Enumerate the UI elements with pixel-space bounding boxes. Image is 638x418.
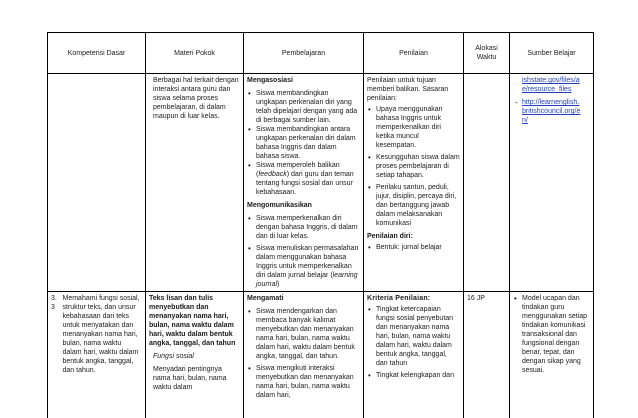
table-row — [48, 74, 594, 292]
list-item: • Tingkat ketercapaian fungsi sosial penyebutan dan menanyakan nama hari, bulan, nama waktu dalam hari, waktu dalam bentuk angka, tanggal, dan tahun — [376, 305, 460, 368]
mengasosiasi-list — [247, 89, 360, 197]
row1-kompetensi-cell — [48, 74, 146, 292]
list-item: • Perilaku santun, peduli, jujur, disiplin, percaya diri, dan bertanggung jawab dalam melaksanakan komunikasi — [376, 183, 460, 228]
row2-sumber-list — [513, 294, 590, 375]
header-row — [48, 33, 594, 74]
list-item: • Tingkat kelengkapan dan — [376, 371, 460, 380]
row1-materi-cell — [146, 74, 244, 292]
list-item: • Siswa membandingkan ungkapan perkenalan diri yang telah dipelajari dengan yang ada di berbagai sumber lain. — [256, 89, 360, 125]
mengasosiasi-title: Mengasosiasi — [247, 77, 293, 84]
table-row — [48, 292, 594, 418]
fungsi-sosial-title: Fungsi sosial — [153, 353, 194, 360]
sumber-link-line2[interactable]: e/resource_files — [522, 86, 572, 93]
sumber-link-line1[interactable]: ishstate.gov/files/a — [522, 77, 580, 84]
header-kompetensi-dasar: Kompetensi Dasar — [48, 33, 146, 74]
kriteria-title: Kriteria Penilaian: — [367, 295, 431, 302]
header-pembelajaran: Pembelajaran — [244, 33, 364, 74]
kriteria-list — [367, 305, 460, 380]
sumber-link-partial[interactable] — [513, 76, 590, 94]
fungsi-sosial-text: Menyadari pentingnya nama hari, bulan, nama waktu dalam — [153, 366, 227, 391]
learnenglish-link-line1[interactable]: http://learnenglish. — [522, 99, 580, 106]
list-item: • Kesungguhan siswa dalam proses pembelajaran di setiap tahapan. — [376, 153, 460, 180]
list-item: • Siswa mendengarkan dan membaca banyak kalimat menyebutkan dan menanyakan nama hari, bulan, nama waktu dalam hari, waktu dalam bentuk angka, tanggal, dan tahun. — [256, 307, 360, 361]
penilaian-intro: Penilaian untuk tujuan memberi balikan. Sasaran penilaian: — [367, 77, 449, 102]
list-item[interactable] — [522, 98, 590, 125]
row2-kd-text: Memahami fungsi sosial, struktur teks, dan unsur kebahasaan dari teks untuk menyatakan dan menanyakan nama hari, bulan, nama waktu dalam hari, waktu dalam bentuk angka, tanggal, dan tahun. — [60, 292, 146, 418]
row2-pembelajaran-cell — [244, 292, 364, 418]
mengomunikasikan-list — [247, 214, 360, 289]
list-item — [256, 244, 360, 289]
row2-penilaian-cell — [364, 292, 464, 418]
header-alokasi-waktu: Alokasi Waktu — [464, 33, 510, 74]
header-materi-pokok: Materi Pokok — [146, 33, 244, 74]
row1-materi-text: Berbagai hal terkait dengan interaksi antara guru dan siswa selama proses pembelajaran, di dalam maupun di luar kelas. — [153, 77, 239, 120]
row1-penilaian-cell — [364, 74, 464, 292]
row2-sumber-cell — [510, 292, 594, 418]
list-item: • Bentuk: jurnal belajar — [376, 243, 460, 252]
list-item: • Siswa memperkenalkan diri dengan bahasa Inggris, di dalam dan di luar kelas. — [256, 214, 360, 241]
row2-materi-cell — [146, 292, 244, 418]
row2-alokasi-cell: 16 JP — [464, 292, 510, 418]
sumber-list — [513, 98, 590, 125]
list-item: • Upaya menggunakan bahasa Inggris untuk memperkenalkan diri ketika muncul kesempatan. — [376, 105, 460, 150]
learnenglish-link-line2[interactable]: britishcouncil.org/e — [522, 108, 581, 115]
penilaian-diri-title: Penilaian diri: — [367, 233, 413, 240]
row2-kd-number: 3.3 — [48, 292, 60, 418]
list-item: • Siswa mengikuti interaksi menyebutkan dan menanyakan nama hari, bulan, nama waktu dalam hari, — [256, 364, 360, 400]
row1-pembelajaran-cell — [244, 74, 364, 292]
penilaian-list — [367, 105, 460, 228]
header-sumber-belajar: Sumber Belajar — [510, 33, 594, 74]
row1-alokasi-cell — [464, 74, 510, 292]
penilaian-diri-list — [367, 243, 460, 252]
journal-item-text: Siswa menuliskan permasalahan dalam menggunakan bahasa Inggris untuk memperkenalkan diri dalam jurnal belajar (learning journal) — [256, 245, 359, 288]
row1-sumber-cell — [510, 74, 594, 292]
mengomunikasikan-title: Mengomunikasikan — [247, 202, 312, 209]
lesson-plan-table — [47, 32, 594, 418]
mengamati-list — [247, 307, 360, 400]
feedback-item-text: Siswa memperoleh balikan (feedback) dari guru dan teman tentang fungsi sosial dan unsur kebahasaan. — [256, 162, 354, 196]
learnenglish-link-line3[interactable]: n/ — [522, 117, 528, 124]
header-penilaian: Penilaian — [364, 33, 464, 74]
mengamati-title: Mengamati — [247, 295, 284, 302]
row2-materi-title: Teks lisan dan tulis menyebutkan dan menanyakan nama hari, bulan, nama waktu dalam hari, waktu dalam bentuk angka, tanggal, dan tahun — [149, 295, 236, 347]
list-item: • Model ucapan dan tindakan guru menggunakan setiap tindakan komunikasi transaksional dan fungsional dengan benar, tepat, dan dengan sikap yang sesuai. — [522, 294, 590, 375]
list-item: • Siswa membandingkan antara ungkapan perkenalan diri dalam bahasa Inggris dan dalam bahasa siswa. — [256, 125, 360, 161]
list-item — [256, 161, 360, 197]
